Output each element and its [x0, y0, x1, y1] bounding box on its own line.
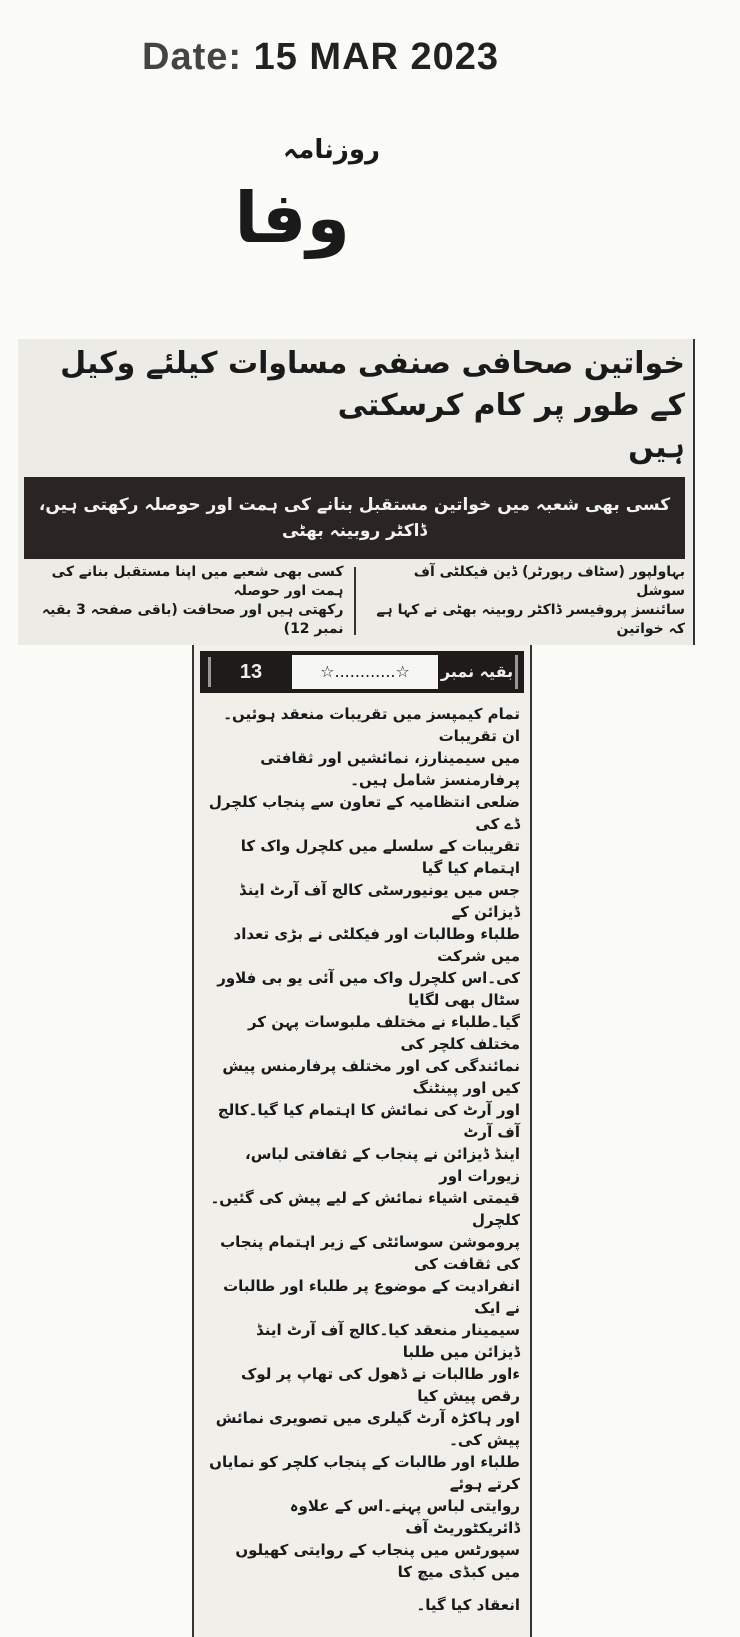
article-column-right: [366, 563, 686, 639]
continuation-body: [200, 703, 524, 1627]
text-line: رکھتی ہیں اور صحافت (باقی صفحہ 3 بقیہ نمبر 12): [41, 602, 344, 637]
continuation-label: بقیہ نمبر: [439, 655, 518, 689]
text-line: میں سیمینارز، نمائشیں اور ثقافتی پرفارمنسز شامل ہیں۔: [260, 749, 520, 789]
continuation-number: 13: [208, 657, 291, 687]
text-line: تقریبات کے سلسلے میں کلچرل واک کا اہتمام کیا گیا: [240, 837, 520, 877]
text-line: اور ہاکڑہ آرٹ گیلری میں تصویری نمائش پیش کی۔: [215, 1409, 520, 1449]
text-line: روایتی لباس پہنے۔اس کے علاوہ ڈائریکٹوریٹ آف: [289, 1497, 520, 1537]
masthead-small: روزنامہ: [283, 135, 380, 165]
text-line: جس میں یونیورسٹی کالج آف آرٹ اینڈ ڈیزائن کے: [239, 881, 520, 921]
text-line: ضلعی انتظامیہ کے تعاون سے پنجاب کلچرل ڈے کی: [208, 793, 520, 833]
date-value: 15 MAR 2023: [253, 36, 500, 78]
text-line: نمائندگی کی اور مختلف پرفارمنس پیش کیں اور پینٹنگ: [222, 1057, 520, 1097]
text-line: اینڈ ڈیزائن نے پنجاب کے ثقافتی لباس، زیورات اور: [245, 1145, 520, 1185]
text-line: پروموشن سوسائٹی کے زیر اہتمام پنجاب کی ثقافت کی: [220, 1233, 520, 1273]
article-columns: [24, 563, 685, 639]
text-line: طلباء وطالبات اور فیکلٹی نے بڑی تعداد میں شرکت: [233, 925, 520, 965]
star-ornament: ☆............☆: [292, 655, 438, 689]
text-line: کی۔اس کلچرل واک میں آئی یو بی فلاور سٹال بھی لگایا: [217, 969, 520, 1009]
article-column-left: [24, 563, 344, 639]
text-line: قیمتی اشیاء نمائش کے لیے پیش کی گئیں۔کلچرل: [210, 1189, 520, 1229]
text-line: سائنسز پروفیسر ڈاکٹر روبینہ بھٹی نے کہا ہے کہ خواتین: [376, 602, 685, 637]
column-divider: [354, 567, 356, 635]
text-line: کسی بھی شعبے میں اپنا مستقبل بنانے کی ہمت اور حوصلہ: [51, 564, 344, 599]
headline: [24, 343, 685, 469]
masthead-name: وفا: [234, 177, 350, 259]
text-line: ءاور طالبات نے ڈھول کی تھاپ پر لوک رقص پیش کیا: [241, 1365, 520, 1405]
text-line: طلباء اور طالبات کے پنجاب کلچر کو نمایاں کرتے ہوئے: [209, 1453, 520, 1493]
continuation-header: [200, 651, 524, 693]
continuation-column: [192, 645, 532, 1637]
headline-line: خواتین صحافی صنفی مساوات کیلئے وکیل کے طور پر کام کرسکتی: [60, 346, 685, 423]
text-line: انفرادیت کے موضوع پر طلباء اور طالبات نے ایک: [223, 1277, 520, 1317]
text-line: اور آرٹ کی نمائش کا اہتمام کیا گیا۔کالج آف آرٹ: [217, 1101, 520, 1141]
text-line: تمام کیمپسز میں تقریبات منعقد ہوئیں۔ان تقریبات: [223, 705, 520, 745]
headline-line: ہیں: [628, 430, 685, 465]
text-line: سپورٹس میں پنجاب کے روایتی کھیلوں میں کبڈی میچ کا: [235, 1541, 520, 1581]
clipping-date-stamp: [142, 34, 740, 94]
text-line: سیمینار منعقد کیا۔کالج آف آرٹ اینڈ ڈیزائن میں طلبا: [256, 1321, 520, 1361]
subheadline-band: کسی بھی شعبہ میں خواتین مستقبل بنانے کی ہمت اور حوصلہ رکھتی ہیں، ڈاکٹر روبینہ بھٹی: [24, 477, 685, 559]
text-line: بہاولپور (سٹاف رپورٹر) ڈین فیکلٹی آف سوشل: [413, 564, 685, 599]
article-clipping: [18, 339, 695, 645]
newspaper-masthead-logo: [230, 134, 390, 284]
text-line: انعقاد کیا گیا۔: [416, 1596, 520, 1614]
date-label: Date:: [142, 36, 243, 78]
text-line: گیا۔طلباء نے مختلف ملبوسات پہن کر مختلف کلچر کی: [247, 1013, 520, 1053]
